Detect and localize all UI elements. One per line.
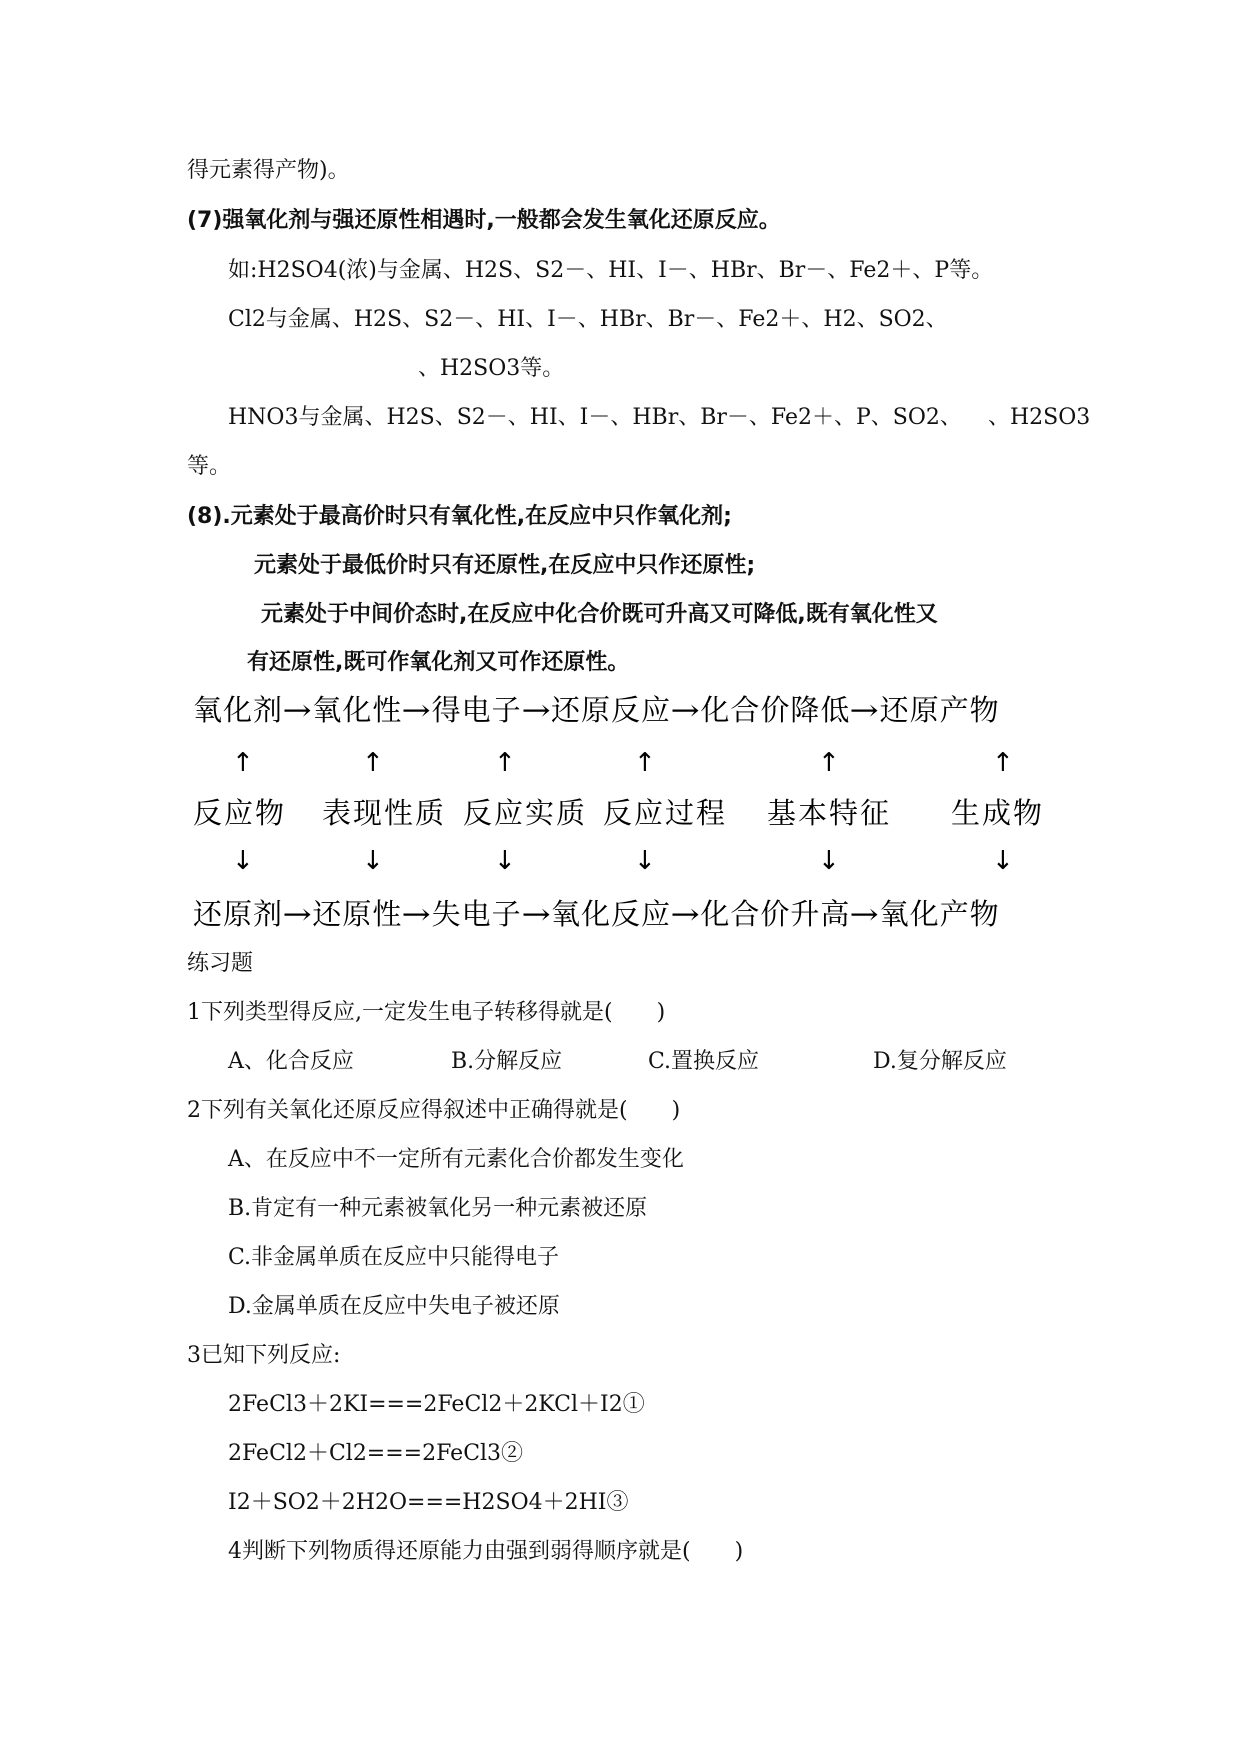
example-cl2: Cl2与金属、H2S、S2－、HI、I－、HBr、Br－、Fe2＋、H2、SO2、 xyxy=(228,307,948,332)
right-arrow-icon: → xyxy=(670,897,701,931)
right-arrow-icon: → xyxy=(521,897,552,931)
up-arrow-icon: ↑ xyxy=(232,748,254,778)
q1-option-a: A、化合反应 xyxy=(228,1049,354,1074)
diagram-top-4: 化合价降低 xyxy=(700,693,851,727)
down-arrow-icon: ↓ xyxy=(494,846,516,876)
down-arrow-icon: ↓ xyxy=(362,846,384,876)
right-arrow-icon: → xyxy=(521,693,552,727)
diagram-mid-0: 反应物 xyxy=(193,796,287,830)
diagram-mid-1: 表现性质 xyxy=(322,796,447,830)
diagram-top-5: 还原产物 xyxy=(879,693,1000,727)
right-arrow-icon: → xyxy=(849,693,881,727)
right-arrow-icon: → xyxy=(282,693,313,727)
diagram-top-0: 氧化剂 xyxy=(193,693,284,727)
diagram-mid-4: 基本特征 xyxy=(767,796,892,830)
q1-option-d: D.复分解反应 xyxy=(873,1049,1007,1074)
diagram-top-1: 氧化性 xyxy=(312,693,403,727)
q2-option-b: B.肯定有一种元素被氧化另一种元素被还原 xyxy=(228,1196,648,1221)
diagram-bottom-3: 氧化反应 xyxy=(550,897,671,931)
example-hno3-end: 等。 xyxy=(187,454,232,479)
diagram-mid-5: 生成物 xyxy=(951,796,1045,830)
rule-8-middle-cont: 有还原性,既可作氧化剂又可作还原性。 xyxy=(247,650,630,675)
diagram-top-2: 得电子 xyxy=(431,693,522,727)
question-3: 3已知下列反应: xyxy=(187,1343,341,1368)
right-arrow-icon: → xyxy=(670,693,701,727)
question-1: 1下列类型得反应,一定发生电子转移得就是( ) xyxy=(187,1000,666,1025)
q2-option-d: D.金属单质在反应中失电子被还原 xyxy=(228,1294,560,1319)
example-hno3: HNO3与金属、H2S、S2－、HI、I－、HBr、Br－、Fe2＋、P、SO2、 xyxy=(228,405,962,430)
text-line: 得元素得产物)。 xyxy=(187,158,350,183)
down-arrow-icon: ↓ xyxy=(992,846,1014,876)
diagram-mid-3: 反应过程 xyxy=(603,796,728,830)
diagram-top-row xyxy=(193,693,1000,727)
right-arrow-icon: → xyxy=(282,897,313,931)
exercises-title: 练习题 xyxy=(187,951,254,976)
diagram-bottom-0: 还原剂 xyxy=(193,897,284,931)
up-arrow-icon: ↑ xyxy=(634,748,656,778)
rule-8-heading: (8).元素处于最高价时只有氧化性,在反应中只作氧化剂; xyxy=(187,504,732,529)
right-arrow-icon: → xyxy=(849,897,881,931)
diagram-bottom-row xyxy=(193,897,1000,931)
up-arrow-icon: ↑ xyxy=(494,748,516,778)
q2-option-c: C.非金属单质在反应中只能得电子 xyxy=(228,1245,560,1270)
right-arrow-icon: → xyxy=(401,897,433,931)
question-4: 4判断下列物质得还原能力由强到弱得顺序就是( ) xyxy=(228,1539,744,1564)
up-arrow-icon: ↑ xyxy=(818,748,840,778)
q1-option-c: C.置换反应 xyxy=(648,1049,760,1074)
diagram-top-3: 还原反应 xyxy=(550,693,671,727)
up-arrow-icon: ↑ xyxy=(362,748,384,778)
diagram-bottom-4: 化合价升高 xyxy=(700,897,851,931)
example-h2so4: 如:H2SO4(浓)与金属、H2S、S2－、HI、I－、HBr、Br－、Fe2＋、P等。 xyxy=(228,258,994,283)
reaction-1: 2FeCl3＋2KI===2FeCl2＋2KCl＋I2① xyxy=(228,1392,645,1417)
q1-option-b: B.分解反应 xyxy=(451,1049,563,1074)
up-arrow-icon: ↑ xyxy=(992,748,1014,778)
down-arrow-icon: ↓ xyxy=(634,846,656,876)
diagram-bottom-2: 失电子 xyxy=(431,897,522,931)
diagram-bottom-5: 氧化产物 xyxy=(879,897,1000,931)
reaction-3: I2＋SO2＋2H2O===H2SO4＋2HI③ xyxy=(228,1490,629,1515)
reaction-2: 2FeCl2＋Cl2===2FeCl3② xyxy=(228,1441,524,1466)
rule-8-middle: 元素处于中间价态时,在反应中化合价既可升高又可降低,既有氧化性又 xyxy=(261,602,938,627)
down-arrow-icon: ↓ xyxy=(818,846,840,876)
diagram-mid-2: 反应实质 xyxy=(463,796,588,830)
question-2: 2下列有关氧化还原反应得叙述中正确得就是( ) xyxy=(187,1098,681,1123)
example-cl2-cont: 、H2SO3等。 xyxy=(418,356,565,381)
rule-7-heading: (7)强氧化剂与强还原性相遇时,一般都会发生氧化还原反应。 xyxy=(187,208,781,233)
down-arrow-icon: ↓ xyxy=(232,846,254,876)
right-arrow-icon: → xyxy=(401,693,433,727)
diagram-bottom-1: 还原性 xyxy=(312,897,403,931)
rule-8-lowest: 元素处于最低价时只有还原性,在反应中只作还原性; xyxy=(254,553,756,578)
example-hno3-tail: 、H2SO3 xyxy=(988,405,1091,430)
q2-option-a: A、在反应中不一定所有元素化合价都发生变化 xyxy=(228,1147,684,1172)
